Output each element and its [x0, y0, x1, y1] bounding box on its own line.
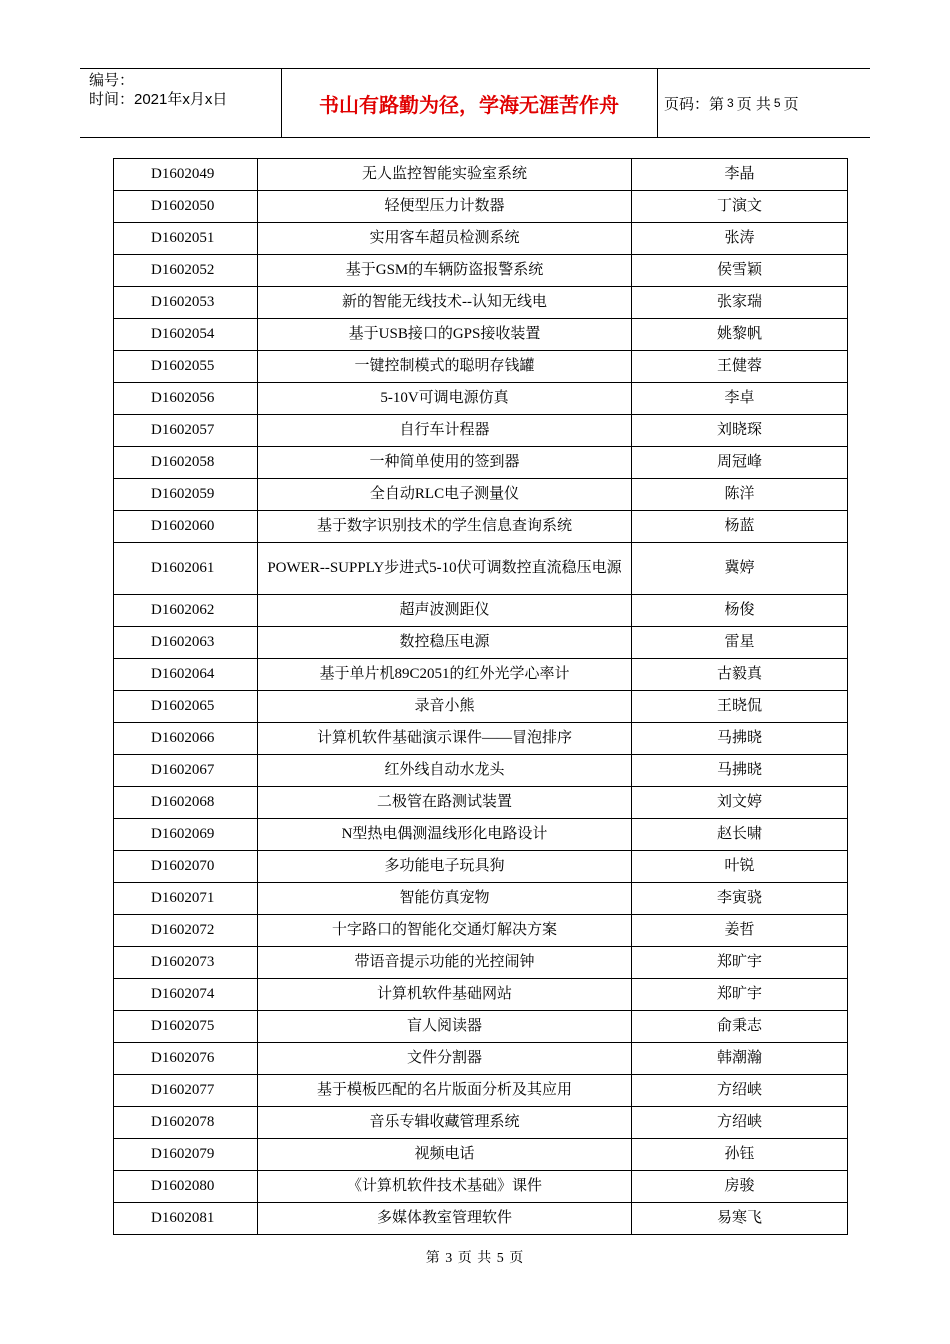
- student-name-cell-text: 方绍峡: [716, 1082, 762, 1098]
- table-row: [114, 1075, 848, 1107]
- project-id-cell-text: D1602069: [151, 826, 215, 842]
- project-id-cell-text: D1602052: [151, 262, 215, 278]
- project-title-cell-text: 基于USB接口的GPS接收装置: [348, 326, 541, 342]
- project-id-cell: [114, 511, 258, 543]
- project-id-cell: [114, 915, 258, 947]
- student-name-cell: [632, 627, 848, 659]
- table-row: [114, 159, 848, 191]
- student-name-cell-text: 赵长啸: [716, 826, 762, 842]
- project-title-cell: [258, 723, 632, 755]
- student-name-cell-text: 张涛: [724, 230, 755, 246]
- project-title-cell-text: 超声波测距仪: [399, 602, 490, 618]
- student-name-cell-text: 杨蓝: [724, 518, 755, 534]
- table-row: [114, 223, 848, 255]
- student-name-cell-text: 雷星: [724, 634, 755, 650]
- table-row: [114, 755, 848, 787]
- project-id-cell: [114, 883, 258, 915]
- student-name-cell: [632, 1107, 848, 1139]
- student-name-cell-text: 陈洋: [724, 486, 755, 502]
- project-title-cell-text: 视频电话: [414, 1146, 475, 1162]
- student-name-cell: [632, 287, 848, 319]
- student-name-cell: [632, 319, 848, 351]
- project-id-cell-text: D1602068: [151, 794, 215, 810]
- project-id-cell-text: D1602067: [151, 762, 215, 778]
- project-id-cell-text: D1602080: [151, 1178, 215, 1194]
- student-name-cell-text: 王健蓉: [716, 358, 762, 374]
- student-name-cell-text: 杨俊: [724, 602, 755, 618]
- student-name-cell-text: 王晓侃: [716, 698, 762, 714]
- table-row: [114, 319, 848, 351]
- header-left: [89, 71, 279, 109]
- project-id-cell-text: D1602057: [151, 422, 215, 438]
- project-id-cell: [114, 819, 258, 851]
- student-name-cell: [632, 1203, 848, 1235]
- project-title-cell: [258, 1075, 632, 1107]
- project-title-cell-text: 计算机软件基础网站: [376, 986, 512, 1002]
- student-name-cell: [632, 255, 848, 287]
- project-title-cell-text: 全自动RLC电子测量仪: [369, 486, 520, 502]
- student-name-cell: [632, 191, 848, 223]
- project-title-cell-text: 红外线自动水龙头: [384, 762, 505, 778]
- project-id-cell: [114, 255, 258, 287]
- project-title-cell-text: 轻便型压力计数器: [384, 198, 505, 214]
- student-name-cell: [632, 351, 848, 383]
- project-title-cell: [258, 383, 632, 415]
- project-id-cell: [114, 1139, 258, 1171]
- table-row: [114, 351, 848, 383]
- project-id-cell-text: D1602051: [151, 230, 215, 246]
- project-title-cell-text: 基于单片机89C2051的红外光学心率计: [319, 666, 570, 682]
- project-id-cell: [114, 191, 258, 223]
- student-name-cell-text: 李卓: [724, 390, 755, 406]
- student-name-cell-text: 方绍峡: [716, 1114, 762, 1130]
- project-title-cell: [258, 851, 632, 883]
- student-name-cell: [632, 883, 848, 915]
- table-row: [114, 255, 848, 287]
- student-name-cell: [632, 723, 848, 755]
- project-id-cell: [114, 1107, 258, 1139]
- project-id-cell: [114, 351, 258, 383]
- student-name-cell-text: 侯雪颖: [716, 262, 762, 278]
- project-id-cell: [114, 755, 258, 787]
- project-id-cell-text: D1602074: [151, 986, 215, 1002]
- student-name-cell-text: 房骏: [724, 1178, 755, 1194]
- project-id-cell: [114, 947, 258, 979]
- project-id-cell: [114, 627, 258, 659]
- project-id-cell-text: D1602050: [151, 198, 215, 214]
- student-name-cell-text: 刘晓琛: [716, 422, 762, 438]
- project-title-cell: [258, 1107, 632, 1139]
- student-name-cell-text: 丁演文: [716, 198, 762, 214]
- project-id-cell: [114, 479, 258, 511]
- project-title-cell-text: 无人监控智能实验室系统: [361, 166, 527, 182]
- project-title-cell-text: 实用客车超员检测系统: [369, 230, 520, 246]
- project-id-cell: [114, 287, 258, 319]
- student-name-cell: [632, 1075, 848, 1107]
- table-row: [114, 915, 848, 947]
- project-title-cell-text: 《计算机软件技术基础》课件: [346, 1178, 542, 1194]
- student-name-cell-text: 马拂晓: [716, 730, 762, 746]
- project-title-cell: [258, 659, 632, 691]
- project-id-cell-text: D1602061: [151, 560, 215, 576]
- project-id-cell: [114, 979, 258, 1011]
- project-id-cell-text: D1602058: [151, 454, 215, 470]
- project-title-cell-text: 带语音提示功能的光控闹钟: [354, 954, 535, 970]
- student-name-cell: [632, 819, 848, 851]
- page-suffix: 页: [783, 95, 799, 113]
- table-row: [114, 1043, 848, 1075]
- project-title-cell: [258, 1203, 632, 1235]
- project-title-cell-text: 基于模板匹配的名片版面分析及其应用: [316, 1082, 572, 1098]
- project-id-cell-text: D1602053: [151, 294, 215, 310]
- table-row: [114, 479, 848, 511]
- project-title-cell-text: N型热电偶测温线形化电路设计: [341, 826, 548, 842]
- student-name-cell: [632, 1043, 848, 1075]
- student-name-cell-text: 李寅骁: [716, 890, 762, 906]
- project-id-cell-text: D1602065: [151, 698, 215, 714]
- table-row: [114, 787, 848, 819]
- project-title-cell: [258, 543, 632, 595]
- student-name-cell-text: 姜哲: [724, 922, 755, 938]
- table-row: [114, 1171, 848, 1203]
- table-row: [114, 1139, 848, 1171]
- project-title-cell: [258, 223, 632, 255]
- table-row: [114, 819, 848, 851]
- project-id-cell: [114, 595, 258, 627]
- page-current: 3: [727, 96, 734, 110]
- project-table: [113, 158, 848, 1235]
- student-name-cell-text: 李晶: [724, 166, 755, 182]
- project-title-cell: [258, 915, 632, 947]
- project-id-cell-text: D1602070: [151, 858, 215, 874]
- student-name-cell-text: 姚黎帆: [716, 326, 762, 342]
- page-prefix: 页码：第: [664, 95, 725, 113]
- project-title-cell: [258, 691, 632, 723]
- project-title-cell-text: 自行车计程器: [399, 422, 490, 438]
- student-name-cell: [632, 1011, 848, 1043]
- project-id-cell-text: D1602055: [151, 358, 215, 374]
- project-title-cell-text: 盲人阅读器: [406, 1018, 482, 1034]
- table-row: [114, 627, 848, 659]
- student-name-cell-text: 孙钰: [724, 1146, 755, 1162]
- project-title-cell-text: 二极管在路测试装置: [376, 794, 512, 810]
- project-id-cell-text: D1602079: [151, 1146, 215, 1162]
- project-title-cell: [258, 255, 632, 287]
- table-row: [114, 447, 848, 479]
- project-id-cell: [114, 159, 258, 191]
- project-title-cell: [258, 287, 632, 319]
- student-name-cell-text: 郑旷宇: [716, 954, 762, 970]
- project-id-cell: [114, 1011, 258, 1043]
- project-title-cell: [258, 819, 632, 851]
- table-row: [114, 723, 848, 755]
- student-name-cell: [632, 383, 848, 415]
- project-id-cell-text: D1602077: [151, 1082, 215, 1098]
- project-id-cell-text: D1602063: [151, 634, 215, 650]
- student-name-cell: [632, 159, 848, 191]
- project-id-cell-text: D1602072: [151, 922, 215, 938]
- student-name-cell: [632, 659, 848, 691]
- student-name-cell: [632, 691, 848, 723]
- project-title-cell-text: 音乐专辑收藏管理系统: [369, 1114, 520, 1130]
- table-row: [114, 947, 848, 979]
- project-title-cell-text: 多功能电子玩具狗: [384, 858, 505, 874]
- page-total: 5: [773, 96, 781, 110]
- table-row: [114, 543, 848, 595]
- project-title-cell-text: 文件分割器: [406, 1050, 482, 1066]
- table-row: [114, 979, 848, 1011]
- project-id-cell: [114, 1171, 258, 1203]
- number-label: 编号：: [89, 72, 135, 89]
- header-motto: 书山有路勤为径，学海无涯苦作舟: [319, 92, 619, 117]
- project-id-cell-text: D1602064: [151, 666, 215, 682]
- project-id-cell-text: D1602075: [151, 1018, 215, 1034]
- project-id-cell: [114, 415, 258, 447]
- project-title-cell-text: 一键控制模式的聪明存钱罐: [354, 358, 535, 374]
- project-title-cell-text: 十字路口的智能化交通灯解决方案: [331, 922, 557, 938]
- project-id-cell: [114, 1075, 258, 1107]
- student-name-cell: [632, 447, 848, 479]
- project-title-cell: [258, 415, 632, 447]
- table-row: [114, 691, 848, 723]
- project-title-cell: [258, 159, 632, 191]
- student-name-cell: [632, 1171, 848, 1203]
- project-title-cell: [258, 595, 632, 627]
- project-id-cell: [114, 447, 258, 479]
- student-name-cell: [632, 851, 848, 883]
- project-id-cell: [114, 851, 258, 883]
- project-id-cell-text: D1602059: [151, 486, 215, 502]
- project-id-cell: [114, 1043, 258, 1075]
- project-id-cell-text: D1602071: [151, 890, 215, 906]
- project-id-cell-text: D1602060: [151, 518, 215, 534]
- project-id-cell: [114, 543, 258, 595]
- project-id-cell-text: D1602081: [151, 1210, 215, 1226]
- project-title-cell: [258, 479, 632, 511]
- project-title-cell-text: 基于数字识别技术的学生信息查询系统: [316, 518, 572, 534]
- page-footer: 第 3 页 共 5 页: [425, 1251, 525, 1266]
- student-name-cell-text: 古毅真: [716, 666, 762, 682]
- student-name-cell-text: 易寒飞: [716, 1210, 762, 1226]
- table-row: [114, 511, 848, 543]
- project-id-cell-text: D1602056: [151, 390, 215, 406]
- project-title-cell-text: 一种简单使用的签到器: [369, 454, 520, 470]
- project-title-cell: [258, 1043, 632, 1075]
- project-title-cell: [258, 191, 632, 223]
- project-title-cell: [258, 1171, 632, 1203]
- project-title-cell-text: POWER--SUPPLY步进式5-10伏可调数控直流稳压电源: [267, 560, 622, 576]
- project-title-cell-text: 录音小熊: [414, 698, 475, 714]
- student-name-cell: [632, 511, 848, 543]
- student-name-cell: [632, 543, 848, 595]
- project-id-cell-text: D1602078: [151, 1114, 215, 1130]
- project-title-cell: [258, 787, 632, 819]
- project-id-cell: [114, 691, 258, 723]
- project-id-cell: [114, 319, 258, 351]
- table-row: [114, 851, 848, 883]
- project-title-cell: [258, 979, 632, 1011]
- project-title-cell: [258, 319, 632, 351]
- project-title-cell-text: 智能仿真宠物: [399, 890, 490, 906]
- project-id-cell: [114, 723, 258, 755]
- student-name-cell: [632, 595, 848, 627]
- project-title-cell: [258, 1011, 632, 1043]
- project-title-cell-text: 数控稳压电源: [399, 634, 490, 650]
- table-row: [114, 415, 848, 447]
- student-name-cell: [632, 415, 848, 447]
- project-id-cell: [114, 659, 258, 691]
- table-row: [114, 883, 848, 915]
- student-name-cell-text: 张家瑞: [716, 294, 762, 310]
- project-id-cell: [114, 383, 258, 415]
- project-id-cell-text: D1602062: [151, 602, 215, 618]
- project-title-cell-text: 新的智能无线技术--认知无线电: [342, 294, 547, 310]
- project-title-cell: [258, 447, 632, 479]
- table-row: [114, 191, 848, 223]
- student-name-cell: [632, 479, 848, 511]
- student-name-cell-text: 郑旷宇: [716, 986, 762, 1002]
- student-name-cell: [632, 223, 848, 255]
- time-label: 时间：2021年x月x日: [89, 91, 228, 108]
- project-id-cell-text: D1602076: [151, 1050, 215, 1066]
- table-row: [114, 595, 848, 627]
- header-page-info: [664, 69, 799, 137]
- project-title-cell-text: 5-10V可调电源仿真: [380, 390, 509, 406]
- project-title-cell-text: 基于GSM的车辆防盗报警系统: [345, 262, 544, 278]
- project-title-cell: [258, 1139, 632, 1171]
- student-name-cell: [632, 915, 848, 947]
- table-row: [114, 287, 848, 319]
- student-name-cell-text: 马拂晓: [716, 762, 762, 778]
- project-id-cell-text: D1602073: [151, 954, 215, 970]
- project-title-cell-text: 多媒体教室管理软件: [376, 1210, 512, 1226]
- project-title-cell: [258, 947, 632, 979]
- student-name-cell-text: 周冠峰: [716, 454, 762, 470]
- student-name-cell-text: 刘文婷: [716, 794, 762, 810]
- project-title-cell: [258, 511, 632, 543]
- student-name-cell: [632, 947, 848, 979]
- student-name-cell: [632, 1139, 848, 1171]
- project-id-cell: [114, 223, 258, 255]
- student-name-cell: [632, 755, 848, 787]
- project-id-cell: [114, 1203, 258, 1235]
- table-row: [114, 1203, 848, 1235]
- project-title-cell: [258, 883, 632, 915]
- project-title-cell: [258, 755, 632, 787]
- student-name-cell-text: 冀婷: [724, 560, 755, 576]
- project-table-body: [114, 159, 848, 1235]
- header-divider: [657, 69, 658, 137]
- student-name-cell: [632, 979, 848, 1011]
- table-row: [114, 1107, 848, 1139]
- student-name-cell-text: 叶锐: [724, 858, 755, 874]
- page-header: [80, 68, 870, 138]
- project-id-cell-text: D1602054: [151, 326, 215, 342]
- student-name-cell: [632, 787, 848, 819]
- table-row: [114, 383, 848, 415]
- table-row: [114, 1011, 848, 1043]
- table-row: [114, 659, 848, 691]
- project-title-cell: [258, 627, 632, 659]
- project-id-cell: [114, 787, 258, 819]
- student-name-cell-text: 韩潮瀚: [716, 1050, 762, 1066]
- project-title-cell-text: 计算机软件基础演示课件——冒泡排序: [316, 730, 572, 746]
- project-id-cell-text: D1602049: [151, 166, 215, 182]
- project-title-cell: [258, 351, 632, 383]
- project-id-cell-text: D1602066: [151, 730, 215, 746]
- page-mid: 页 共: [736, 95, 771, 113]
- student-name-cell-text: 俞秉志: [716, 1018, 762, 1034]
